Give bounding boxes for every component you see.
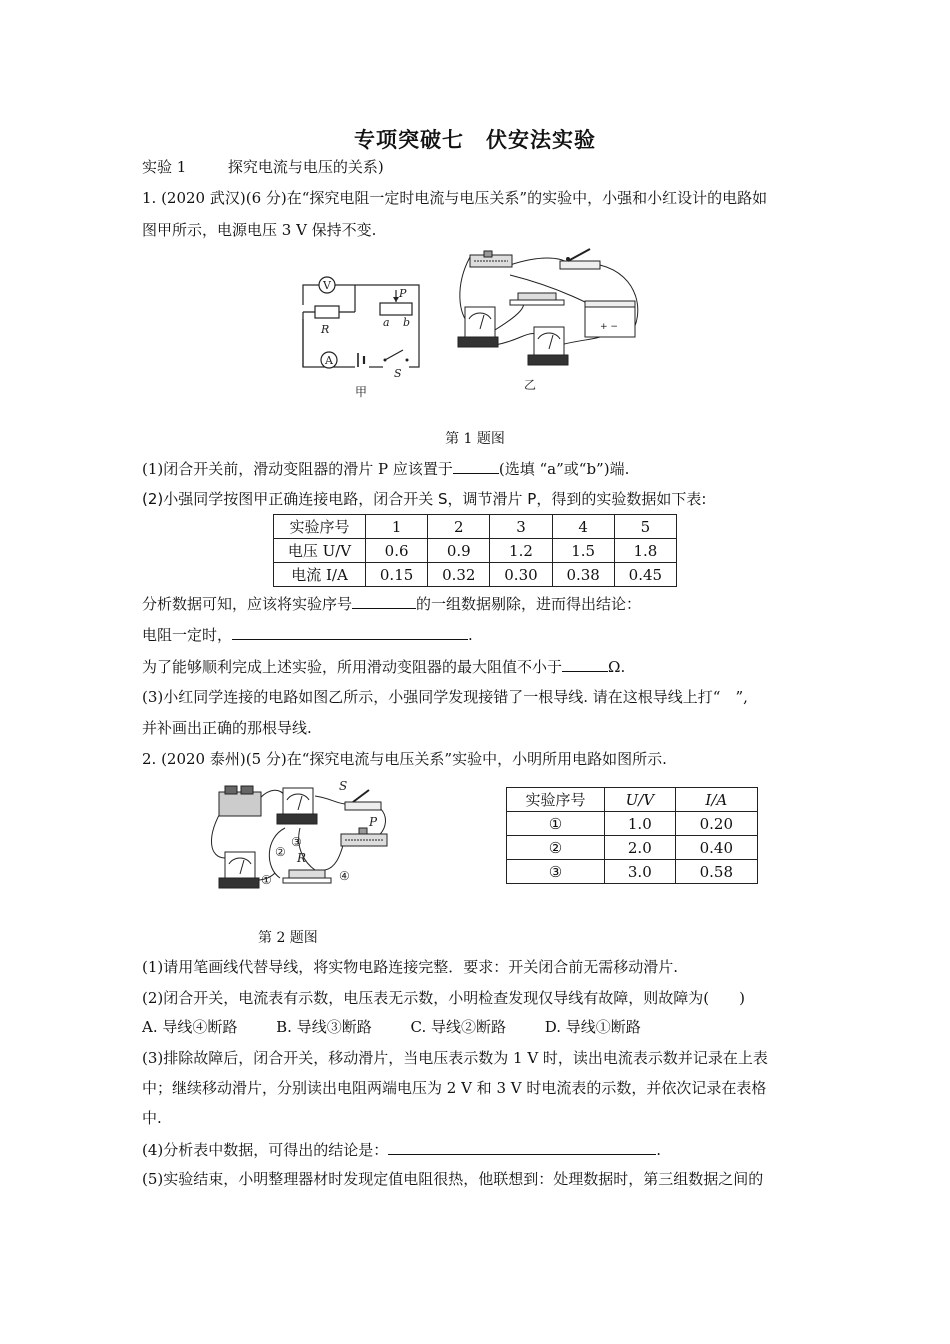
q1-analysis-2 — [142, 623, 822, 646]
table-row — [507, 836, 758, 860]
q1-analysis-3 — [142, 655, 822, 678]
q1-stem-line1: 1. (2020 武汉)(6 分)在“探究电阻一定时电流与电压关系”的实验中，小强和小红设计的电路如 — [142, 189, 768, 207]
section-heading — [142, 156, 822, 178]
table-cell: 实验序号 — [274, 515, 366, 539]
q2-stem: 2. (2020 泰州)(5 分)在“探究电流与电压关系”实验中，小明所用电路如图所示. — [142, 750, 667, 768]
resistor-device — [510, 293, 564, 305]
table-cell: 0.38 — [552, 563, 614, 587]
label-p: P — [369, 815, 378, 829]
label-ab-b: b — [403, 316, 411, 329]
rheostat-device — [470, 251, 512, 267]
q2-part4-text-end: . — [656, 1141, 662, 1159]
table-row — [507, 860, 758, 884]
table-row — [274, 563, 677, 587]
resistor-symbol — [315, 306, 339, 318]
battery-terminals: + − — [600, 322, 618, 332]
table-cell: 0.6 — [366, 539, 428, 563]
q1-figure-caption: 第 1 题图 — [445, 431, 505, 447]
option-b[interactable]: B. 导线③断路 — [276, 1018, 372, 1036]
q2-data-table — [506, 787, 758, 884]
table-cell: 1.5 — [552, 539, 614, 563]
table-cell: 3.0 — [605, 860, 676, 884]
q1-stem-line2: 图甲所示，电源电压 3 V 保持不变. — [142, 221, 377, 239]
table-cell: 5 — [614, 515, 676, 539]
q1-analysis-2-text-end: . — [468, 626, 473, 644]
table-row — [274, 539, 677, 563]
q1-analysis-2-text: 电阻一定时， — [142, 626, 233, 644]
table-cell: 0.20 — [675, 812, 757, 836]
rheostat-device — [341, 828, 387, 846]
q2-options — [142, 1016, 822, 1038]
table-cell: I/A — [675, 788, 757, 812]
table-cell: 0.40 — [675, 836, 757, 860]
rheostat-symbol — [380, 303, 412, 315]
label-a: A — [325, 354, 333, 367]
label-wire-3: ③ — [291, 835, 302, 849]
circuit-photo-yi — [450, 245, 650, 395]
q1-part1 — [142, 457, 822, 480]
circuit-diagram-jia — [295, 270, 430, 400]
q2-circuit-photo — [205, 778, 395, 896]
table-cell: 2.0 — [605, 836, 676, 860]
q1-part3-line2: 并补画出正确的那根导线. — [142, 719, 312, 737]
table-cell: 1.0 — [605, 812, 676, 836]
q2-part4-blank[interactable] — [388, 1138, 656, 1155]
table-cell: 电压 U/V — [274, 539, 366, 563]
option-c[interactable]: C. 导线②断路 — [410, 1018, 506, 1036]
table-header-row — [507, 788, 758, 812]
table-cell: U/V — [605, 788, 676, 812]
q1-part1-blank[interactable] — [453, 457, 499, 474]
table-cell: 0.58 — [675, 860, 757, 884]
option-d[interactable]: D. 导线①断路 — [544, 1018, 641, 1036]
q1-analysis-1-blank[interactable] — [352, 592, 416, 609]
label-wire-2: ② — [275, 845, 286, 859]
label-v: V — [323, 279, 331, 292]
q2-part4-text: (4)分析表中数据，可得出的结论是： — [142, 1141, 389, 1159]
page-title: 专项突破七 伏安法实验 — [354, 128, 596, 152]
q2-part1: (1)请用笔画线代替导线，将实物电路连接完整．要求：开关闭合前无需移动滑片. — [142, 958, 679, 976]
label-ab-a: a — [383, 316, 390, 329]
table-cell: 实验序号 — [507, 788, 605, 812]
table-cell: 0.30 — [490, 563, 552, 587]
q1-part1-text: (1)闭合开关前，滑动变阻器的滑片 P 应该置于 — [142, 460, 453, 478]
ammeter-device — [219, 852, 259, 888]
q2-part3-line1: (3)排除故障后，闭合开关，移动滑片，当电压表示数为 1 V 时，读出电流表示数并记录在上表 — [142, 1049, 768, 1067]
table-cell: 0.45 — [614, 563, 676, 587]
section-topic: 探究电流与电压的关系) — [227, 158, 384, 176]
label-yi: 乙 — [524, 378, 537, 392]
voltmeter-device — [277, 788, 317, 824]
voltmeter-device — [458, 307, 498, 347]
ammeter-device — [528, 327, 568, 365]
resistor-device — [283, 870, 331, 883]
label-wire-1: ① — [261, 873, 272, 887]
table-row — [507, 812, 758, 836]
switch-device — [345, 790, 381, 810]
label-jia: 甲 — [355, 385, 368, 399]
table-cell: 电流 I/A — [274, 563, 366, 587]
q2-part4 — [142, 1138, 822, 1161]
table-cell: 0.32 — [428, 563, 490, 587]
q1-data-table — [273, 514, 677, 587]
q2-part3-line3: 中. — [142, 1109, 162, 1127]
section-label: 实验 1 — [142, 158, 187, 176]
label-r: R — [321, 323, 330, 336]
table-cell: 1.8 — [614, 539, 676, 563]
q1-part1-text-end: (选填 “a”或“b”)端. — [498, 460, 630, 478]
battery-device — [219, 786, 261, 816]
q2-part2: (2)闭合开关，电流表有示数，电压表无示数，小明检查发现仅导线有故障，则故障为( ) — [142, 989, 745, 1007]
label-s: S — [394, 367, 402, 380]
q2-part3-line2: 中；继续移动滑片，分别读出电阻两端电压为 2 V 和 3 V 时电流表的示数，并依次记录在表格 — [142, 1079, 767, 1097]
q1-analysis-1-text: 分析数据可知，应该将实验序号 — [142, 595, 353, 613]
table-cell: 4 — [552, 515, 614, 539]
table-cell: 2 — [428, 515, 490, 539]
q1-analysis-1 — [142, 592, 822, 615]
q1-part2: (2)小强同学按图甲正确连接电路，闭合开关 S，调节滑片 P，得到的实验数据如下表: — [142, 490, 707, 508]
q2-figure-caption: 第 2 题图 — [258, 930, 318, 946]
q2-part5: (5)实验结束，小明整理器材时发现定值电阻很热，他联想到：处理数据时，第三组数据之间的 — [142, 1170, 764, 1188]
table-cell: ③ — [507, 860, 605, 884]
table-cell: 3 — [490, 515, 552, 539]
q1-analysis-3-text-end: Ω. — [608, 658, 626, 676]
option-a[interactable]: A. 导线④断路 — [142, 1018, 238, 1036]
q1-part3-line1: (3)小红同学连接的电路如图乙所示，小强同学发现接错了一根导线. 请在这根导线上打“ ”, — [142, 688, 748, 706]
switch-device — [560, 249, 600, 269]
q1-analysis-3-blank[interactable] — [562, 655, 608, 672]
table-cell: ② — [507, 836, 605, 860]
q1-analysis-2-blank[interactable] — [232, 623, 468, 640]
label-p: P — [399, 287, 407, 300]
table-cell: 1 — [366, 515, 428, 539]
label-r: R — [297, 851, 307, 865]
table-header-row — [274, 515, 677, 539]
battery-box-device — [585, 301, 635, 337]
q1-analysis-1-text-end: 的一组数据剔除，进而得出结论： — [416, 595, 642, 613]
table-cell: 0.9 — [428, 539, 490, 563]
label-s: S — [339, 779, 348, 793]
table-cell: 1.2 — [490, 539, 552, 563]
label-wire-4: ④ — [339, 869, 350, 883]
q1-analysis-3-text: 为了能够顺利完成上述实验，所用滑动变阻器的最大阻值不小于 — [142, 658, 563, 676]
table-cell: 0.15 — [366, 563, 428, 587]
table-cell: ① — [507, 812, 605, 836]
